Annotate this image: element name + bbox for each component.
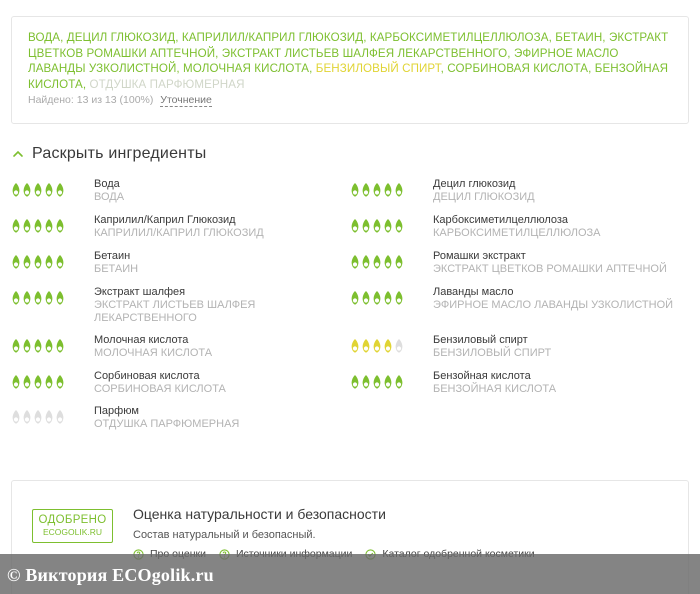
safety-rating [11, 218, 65, 234]
refine-link[interactable]: Уточнение [160, 94, 212, 106]
leaf-icon [394, 182, 404, 198]
approved-stamp [32, 509, 113, 543]
leaf-icon [22, 374, 32, 390]
leaf-icon [44, 409, 54, 425]
rating-subtitle: Состав натуральный и безопасный. [133, 529, 316, 541]
composition-segment: ДЕЦИЛ ГЛЮКОЗИД, [66, 31, 182, 44]
ingredient-name: Вода [94, 178, 120, 190]
leaf-icon [394, 218, 404, 234]
leaf-icon [372, 290, 382, 306]
found-count: Найдено: 13 из 13 (100%) [28, 94, 154, 106]
leaf-icon [394, 374, 404, 390]
stamp-site: ECOGOLIK.RU [42, 527, 103, 537]
ingredient-inci: ДЕЦИЛ ГЛЮКОЗИД [433, 191, 535, 203]
leaf-icon [372, 338, 382, 354]
rating-title: Оценка натуральности и безопасности [133, 506, 386, 522]
ingredient-name: Ромашки экстракт [433, 250, 526, 262]
composition-segment: КАРБОКСИМЕТИЛЦЕЛЛЮЛОЗА, [369, 31, 556, 44]
leaf-icon [33, 254, 43, 270]
watermark: © Виктория ECOgolik.ru [0, 554, 700, 594]
ingredient-name: Карбоксиметилцеллюлоза [433, 214, 569, 226]
leaf-icon [22, 218, 32, 234]
ingredient-inci: КАРБОКСИМЕТИЛЦЕЛЛЮЛОЗА [433, 227, 601, 239]
leaf-icon [55, 338, 65, 354]
leaf-icon [361, 374, 371, 390]
ingredient-name: Бензойная кислота [433, 370, 531, 382]
safety-rating [350, 374, 404, 390]
leaf-icon [361, 254, 371, 270]
composition-segment: ОТДУШКА ПАРФЮМЕРНАЯ [89, 77, 245, 91]
leaf-icon [383, 338, 393, 354]
leaf-icon [361, 338, 371, 354]
ingredient-name: Экстракт шалфея [94, 286, 186, 298]
composition-segment: ВОДА, [28, 31, 67, 44]
leaf-icon [44, 218, 54, 234]
leaf-icon [55, 290, 65, 306]
ingredient-inci: БЕТАИН [94, 263, 139, 275]
safety-rating [350, 290, 404, 306]
composition-segment: КАПРИЛИЛ/КАПРИЛ ГЛЮКОЗИД, [181, 31, 370, 44]
found-summary [28, 94, 212, 106]
leaf-icon [372, 218, 382, 234]
chevron-up-icon [11, 147, 25, 161]
leaf-icon [33, 290, 43, 306]
composition-segment: ЭКСТРАКТ ЛИСТЬЕВ ШАЛФЕЯ ЛЕКАРСТВЕННОГО, [221, 46, 514, 60]
leaf-icon [11, 374, 21, 390]
ingredient-name: Бензиловый спирт [433, 334, 528, 346]
leaf-icon [372, 254, 382, 270]
leaf-icon [361, 218, 371, 234]
leaf-icon [22, 182, 32, 198]
composition-segment: БЕНЗОЙНАЯ КИСЛОТА, [28, 62, 669, 91]
leaf-icon [33, 374, 43, 390]
ingredient-inci: МОЛОЧНАЯ КИСЛОТА [94, 347, 213, 359]
composition-segment: МОЛОЧНАЯ КИСЛОТА, [183, 62, 316, 75]
reveal-ingredients-label: Раскрыть ингредиенты [32, 145, 207, 162]
safety-rating [350, 254, 404, 270]
leaf-icon [11, 409, 21, 425]
composition-text [28, 30, 672, 92]
composition-segment: ЭФИРНОЕ МАСЛО ЛАВАНДЫ УЗКОЛИСТНОЙ, [28, 46, 619, 75]
safety-rating [350, 182, 404, 198]
leaf-icon [22, 338, 32, 354]
leaf-icon [55, 254, 65, 270]
leaf-icon [44, 374, 54, 390]
ingredient-inci: ВОДА [94, 191, 125, 203]
composition-segment: , [440, 62, 448, 75]
leaf-icon [383, 182, 393, 198]
leaf-icon [33, 409, 43, 425]
leaf-icon [55, 218, 65, 234]
leaf-icon [383, 254, 393, 270]
safety-rating [11, 409, 65, 425]
ingredient-name: Сорбиновая кислота [94, 370, 200, 382]
ingredient-name: Бетаин [94, 250, 131, 262]
leaf-icon [44, 290, 54, 306]
leaf-icon [11, 218, 21, 234]
composition-segment: БЕТАИН, [555, 31, 609, 44]
leaf-icon [11, 338, 21, 354]
ingredient-name: Молочная кислота [94, 334, 189, 346]
leaf-icon [11, 182, 21, 198]
leaf-icon [394, 290, 404, 306]
ingredient-inci: БЕНЗОЙНАЯ КИСЛОТА [433, 383, 557, 395]
leaf-icon [44, 338, 54, 354]
leaf-icon [11, 290, 21, 306]
leaf-icon [394, 254, 404, 270]
leaf-icon [33, 182, 43, 198]
leaf-icon [350, 254, 360, 270]
ingredient-name: Парфюм [94, 405, 139, 417]
stamp-label: ОДОБРЕНО [38, 514, 107, 526]
ingredient-inci: ЭКСТРАКТ ЛИСТЬЕВ ШАЛФЕЯ ЛЕКАРСТВЕННОГО [94, 299, 256, 324]
ingredient-inci: ОТДУШКА ПАРФЮМЕРНАЯ [94, 418, 240, 430]
leaf-icon [383, 218, 393, 234]
ingredient-name: Лаванды масло [433, 286, 514, 298]
leaf-icon [11, 254, 21, 270]
leaf-icon [22, 409, 32, 425]
leaf-icon [350, 218, 360, 234]
safety-rating [11, 290, 65, 306]
leaf-icon [22, 254, 32, 270]
safety-rating [350, 338, 404, 354]
leaf-icon [44, 254, 54, 270]
composition-segment: ЭКСТРАКТ ЦВЕТКОВ РОМАШКИ АПТЕЧНОЙ, [28, 31, 669, 60]
safety-rating [11, 338, 65, 354]
leaf-icon [55, 374, 65, 390]
ingredient-inci: СОРБИНОВАЯ КИСЛОТА [94, 383, 226, 395]
ingredient-name: Децил глюкозид [433, 178, 516, 190]
leaf-icon [55, 409, 65, 425]
leaf-icon [55, 182, 65, 198]
safety-rating [11, 254, 65, 270]
ingredient-inci: КАПРИЛИЛ/КАПРИЛ ГЛЮКОЗИД [94, 227, 264, 239]
composition-segment: БЕНЗИЛОВЫЙ СПИРТ [315, 62, 441, 75]
reveal-ingredients-toggle[interactable] [11, 145, 206, 163]
leaf-icon [372, 182, 382, 198]
ingredient-inci: ЭФИРНОЕ МАСЛО ЛАВАНДЫ УЗКОЛИСТНОЙ [433, 299, 674, 311]
leaf-icon [350, 182, 360, 198]
leaf-icon [22, 290, 32, 306]
composition-segment: СОРБИНОВАЯ КИСЛОТА, [447, 62, 595, 75]
ingredient-name: Каприлил/Каприл Глюкозид [94, 214, 236, 226]
safety-rating [350, 218, 404, 234]
leaf-icon [33, 338, 43, 354]
composition-box [11, 16, 689, 124]
leaf-icon [394, 338, 404, 354]
safety-rating [11, 182, 65, 198]
safety-rating [11, 374, 65, 390]
leaf-icon [372, 374, 382, 390]
ingredient-inci: ЭКСТРАКТ ЦВЕТКОВ РОМАШКИ АПТЕЧНОЙ [433, 263, 667, 275]
leaf-icon [33, 218, 43, 234]
leaf-icon [383, 374, 393, 390]
leaf-icon [44, 182, 54, 198]
leaf-icon [361, 182, 371, 198]
leaf-icon [350, 290, 360, 306]
ingredient-inci: БЕНЗИЛОВЫЙ СПИРТ [433, 347, 552, 359]
leaf-icon [361, 290, 371, 306]
leaf-icon [350, 374, 360, 390]
leaf-icon [383, 290, 393, 306]
leaf-icon [350, 338, 360, 354]
